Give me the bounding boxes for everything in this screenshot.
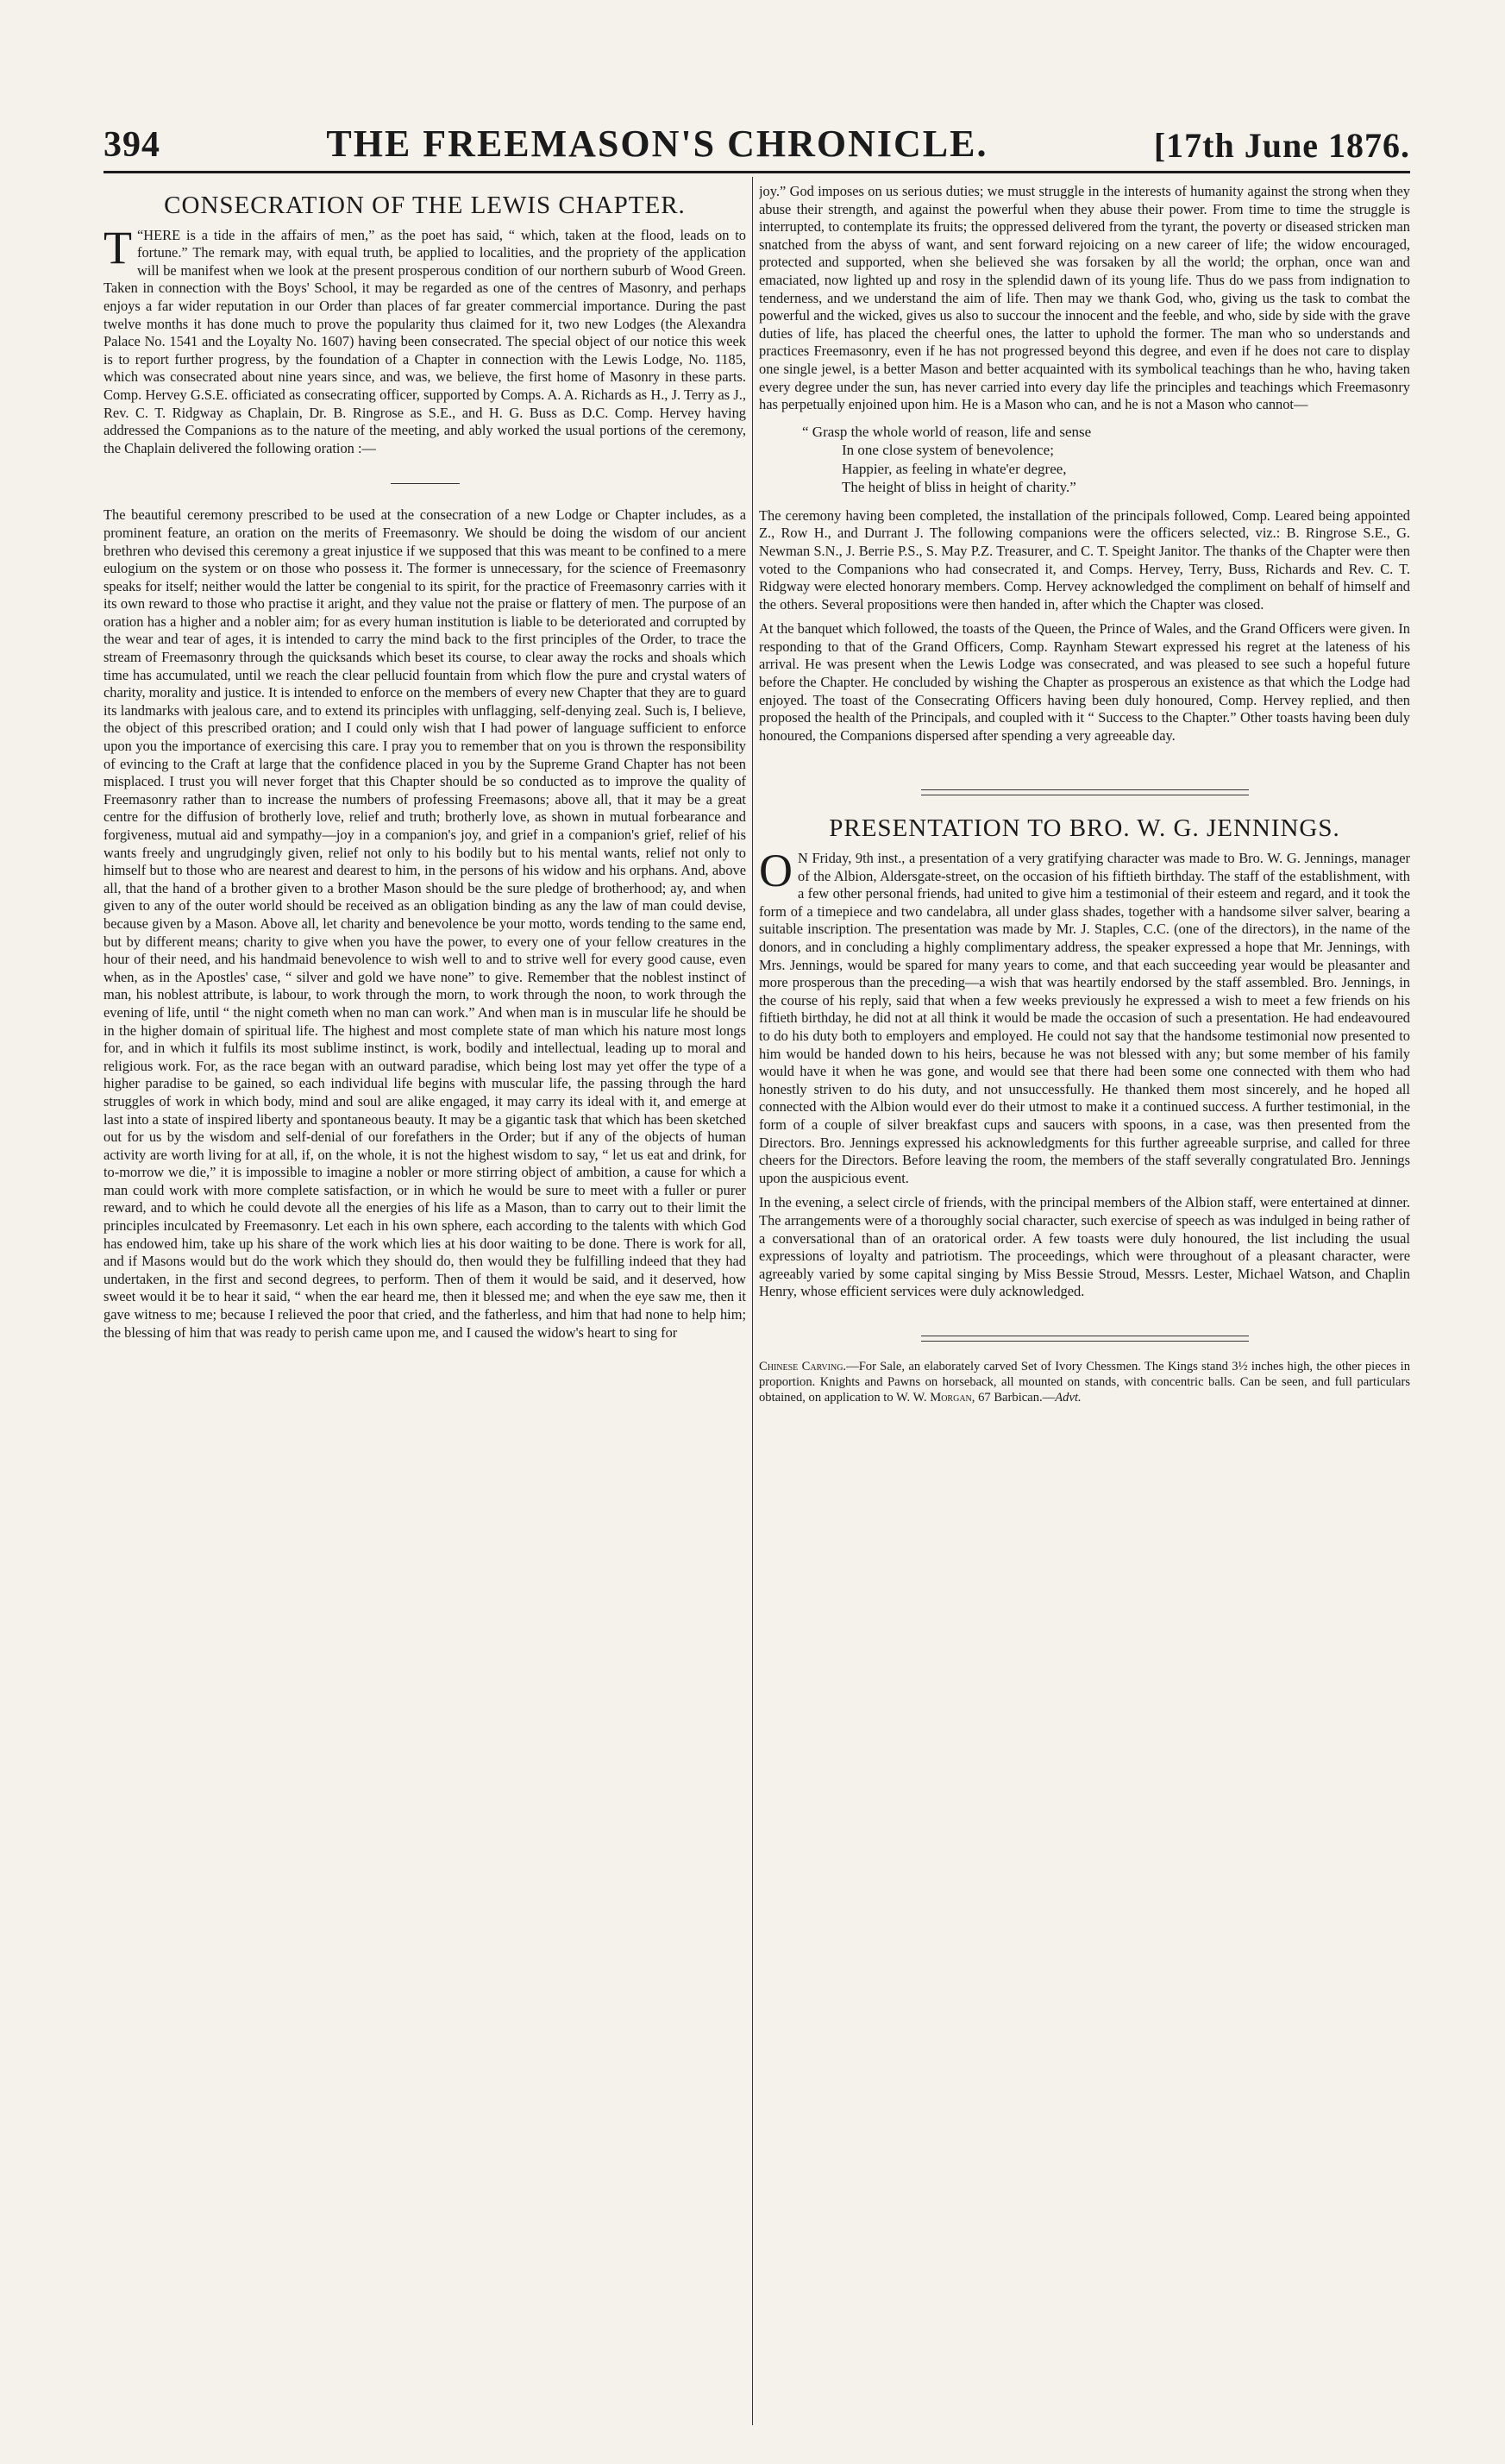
page-number: 394 xyxy=(103,125,160,165)
verse-line: “ Grasp the whole world of reason, life and sense xyxy=(802,423,1092,440)
article-paragraph xyxy=(103,221,746,458)
advert-text: —For Sale, an elaborately carved Set of Ivory Chessmen. The Kings stand 3½ inches high, the other pieces in proportion. Knights and Pawns on horseback, all mounted on stands, with concentric balls. Can be seen, and full particulars obtained, on application to W. W. xyxy=(759,1359,1410,1405)
verse-quotation xyxy=(802,423,1410,497)
article-paragraph: In the evening, a select circle of friends, with the principal members of the Albion staff, were entertained at dinner. The arrangements were of a thoroughly social character, such exercise of speech as was indulged in being rather of a conversational than of an oratorical order. A few toasts were duly honoured, the list including the usual expressions of loyalty and patriotism. The proceedings, which were throughout of a pleasant character, were agreeably varied by some capital singing by Miss Bessie Stroud, Messrs. Lester, Michael Watson, and Chaplin Henry, whose efficient services were duly acknowledged. xyxy=(759,1194,1410,1300)
article-paragraph xyxy=(759,845,1410,1187)
section-divider xyxy=(921,789,1249,795)
drop-cap: T xyxy=(103,221,132,273)
article-paragraph: The ceremony having been completed, the installation of the principals followed, Comp. Leared being appointed Z., Row H., and Durrant J. The following companions were the officers selected, viz.: B. Ringrose S.E., G. Newman S.N., J. Berrie P.S., S. May P.Z. Treasurer, and C. T. Speight Janitor. The thanks of the Chapter were then voted to the Companions who had consecrated it, and Comps. Hervey, Terry, Buss, Richards and Rev. C. T. Ridgway were elected honorary members. Comp. Hervey acknowledged the compliment on behalf of himself and the others. Several propositions were then handed in, after which the Chapter was closed. xyxy=(759,506,1410,613)
advert-name: Morgan xyxy=(930,1390,972,1405)
column-divider xyxy=(752,177,753,2425)
advert-tag: Advt. xyxy=(1055,1390,1082,1405)
paragraph-text: HERE is a tide in the affairs of men,” as the poet has said, “ which, taken at the flood, leads on to fortune.” The remark may, with equal truth, be applied to localities, and the propriety of the application will be manifest when we look at the present prosperous condition of our northern suburb of Wood Green. Taken in connection with the Boys' School, it may be regarded as one of the centres of Masonry, and perhaps enjoys a far wider reputation in our Order than places of far greater commercial importance. During the past twelve months it has done much to prove the popularity thus claimed for it, two new Lodges (the Alexandra Palace No. 1541 and the Loyalty No. 1607) having been consecrated. The special object of our notice this week is to report further progress, by the foundation of a Chapter in connection with the Lewis Lodge, No. 1185, which was consecrated about nine years since, and was, we believe, the first home of Masonry in these parts. Comp. Hervey G.S.E. officiated as consecrating officer, supported by Comps. A. A. Richards as H., J. Terry as J., Rev. C. T. Ridgway as Chaplain, Dr. B. Ringrose as S.E., and H. G. Buss as D.C. Comp. Hervey having addressed the Companions as to the nature of the meeting, and ably worked the usual portions of the ceremony, the Chaplain delivered the following oration :— xyxy=(103,226,746,456)
newspaper-title: THE FREEMASON'S CHRONICLE. xyxy=(326,123,988,165)
drop-cap: O xyxy=(759,845,793,897)
article-headline-jennings: PRESENTATION TO BRO. W. G. JENNINGS. xyxy=(829,814,1340,843)
masthead xyxy=(103,105,1410,173)
opening-quote: “ xyxy=(137,226,144,243)
verse-line: Happier, as feeling in whate'er degree, xyxy=(842,460,1067,477)
right-column xyxy=(759,183,1410,2429)
article-headline-lewis-chapter: CONSECRATION OF THE LEWIS CHAPTER. xyxy=(164,192,686,219)
verse-line: In one close system of benevolence; xyxy=(842,442,1054,459)
verse-line: The height of bliss in height of charity.” xyxy=(842,479,1076,496)
issue-date: [17th June 1876. xyxy=(1153,126,1410,165)
advert-tail: , 67 Barbican.— xyxy=(971,1390,1056,1405)
article-paragraph: The beautiful ceremony prescribed to be used at the consecration of a new Lodge or Chapter includes, as a prominent feature, an oration on the merits of Freemasonry. We should be doing the wisdom of our ancient brethren who devised this ceremony a great injustice if we supposed that this was meant to be confined to a mere eulogium on the system or on those who possess it. The former is unnecessary, for the science of Freemasonry speaks for itself; neither would the latter be congenial to its spirit, for the practice of Freemasonry carries with it its own reward to those who practise it aright, and they value not the praise or flattery of men. The purpose of an oration has a higher and a nobler aim; for as every human institution is liable to be deteriorated and corrupted by the wear and tear of ages, it is intended to carry the mind back to the first principles of the Order, to trace the stream of Freemasonry through the quicksands which beset its course, to clear away the rocks and shoals which time has accumulated, until we reach the clear pellucid fountain from which flow the pure and crystal waters of charity, morality and justice. It is intended to enforce on the members of every new Chapter that they are to guard its landmarks with jealous care, and to extend its principles with unflagging, self-denying zeal. Such is, I believe, the object of this prescribed oration; and I could only wish that I had power of language sufficient to enforce upon you the importance of exercising this care. I pray you to remember that on you is thrown the responsibility of evincing to the Craft at large that the confidence placed in you by the Supreme Grand Chapter has not been misplaced. I trust you will never forget that this Chapter should be so conducted as to improve the quality of Freemasonry rather than to increase the numbers of professing Freemasons; above all, that it may be a great centre for the diffusion of brotherly love, relief and truth; brotherly love, as shown in mutual forbearance and forgiveness, mutual aid and sympathy—joy in a companion's joy, and grief in a companion's grief, relief of his wants freely and ungrudgingly given, relief not only to his bodily but to his mental wants, relief not only to himself but to those who are nearest and dearest to him, in the persons of his widow and his orphans. And, above all, that the hand of a brother given to a brother Mason should be the sure pledge of brotherhood; ay, and when given to any of the outer world should be received as an obligation binding as any the law of man could devise, because given by a Mason. Above all, let charity and benevolence be your motto, words tending to the same end, but by different means; charity to give when you have the power, to every one of your fellow creatures in the hour of their need, and his handmaid benevolence to wish well to and to strive well for every good cause, even when, as in the Apostles' case, “ silver and gold we have none” to give. Remember that the noblest instinct of man, his noblest attribute, is labour, to work through the morn, to work through the noon, to work through the evening of life, until “ the night cometh when no man can work.” And when man is in muscular life he should be in the higher domain of spiritual life. The highest and most complete state of man which his nature most longs for, and in which it fulfils its most sublime instinct, is work, bodily and intellectual, leading up to moral and religious work. For, as the race began with an outward paradise, which being lost may yet offer the type of a higher paradise to be gained, so each individual life begins with muscular life, the passing through the hard struggles of work in which body, mind and soul are alike engaged, it may carry its ideal with it, and emerge at last into a state of inspired liberty and spontaneous beauty. It may be a gigantic task that which has been sketched out for us by the wisdom and self-denial of our forefathers in the Order; but if any of the objects of human activity are worth living for at all, if, on the whole, it is not the highest wisdom to say, “ let us eat and drink, for to-morrow we die,” it is impossible to imagine a nobler or more stirring object of ambition, a cause for which a man could work with more complete satisfaction, or in which he would be sure to meet with a fuller or purer reward, and to which he could devote all the energies of his life as a Mason, than to carry out to their limit the principles inculcated by Freemasonry. Let each in his own sphere, each according to the talents with which God has endowed him, take up his share of the work which lies at his door waiting to be done. There is work for all, and if Masons would but do the work which they should do, then would they be fulfilling indeed that they had undertaken, in the first and second degrees, to perform. Then of them it would be said, and it deserved, how sweet would it be to hear it said, “ when the ear heard me, then it blessed me; and when the eye saw me, then it gave witness to me; because I relieved the poor that cried, and the fatherless, and him that had none to help him; the blessing of him that was ready to perish came upon me, and I caused the widow's heart to sing for xyxy=(103,506,746,1341)
short-rule xyxy=(391,483,460,484)
paragraph-text: N Friday, 9th inst., a presentation of a very gratifying character was made to Bro. W. G. Jennings, manager of the Albion, Aldersgate-street, on the occasion of his fiftieth birthday. The staff of the establishment, with a few other personal friends, had united to give him a testimonial of their esteem and regard, and it took the form of a timepiece and two candelabra, all under glass shades, together with a handsome silver salver, bearing a suitable inscription. The presentation was made by Mr. J. Staples, C.C. (one of the directors), in the name of the donors, and in concluding a highly complimentary address, the speaker expressed a hope that Mr. Jennings, with Mrs. Jennings, would be spared for many years to come, and that each succeeding year would be pleasanter and more prosperous than the preceding—a wish that was heartily endorsed by the staff assembled. Bro. Jennings, in the course of his reply, said that when a few weeks previously he expressed a wish to meet a few friends on his fiftieth birthday, he did not at all think it would be made the occasion of such a presentation. He had endeavoured to do his duty both to employers and employed. He could not say that the handsome testimonial now presented to him would be handed down to his heirs, because he was not blessed with any; but some member of his family would have it when he was gone, and would see that there had been some one connected with them who had honestly striven to do his duty, and not unsuccessfully. He thanked them most sincerely, and he hoped all connected with the Albion would ever do their utmost to make it a continued success. A further testimonial, in the form of a couple of silver breakfast cups and saucers with spoons, in a case, was then presented from the Directors. Bro. Jennings expressed his acknowledgments for this further agreeable surprise, and called for three cheers for the Directors. Before leaving the room, the members of the staff severally congratulated Bro. Jennings upon the auspicious event. xyxy=(759,850,1410,1186)
article-paragraph: joy.” God imposes on us serious duties; we must struggle in the interests of humanity against the strong when they abuse their strength, and against the powerful when they abuse their power. From time to time the struggle is interrupted, to contemplate its fruits; the oppressed delivered from the tyrant, the poverty or diseased stricken man snatched from the abyss of want, and sent forward rejoicing on a new career of life; the widow encouraged, protected and supported, when she believed she was forsaken by all the world; the orphan, once wan and emaciated, now lighted up and rosy in the splendid dawn of its young life. Thus do we pass from indignation to tenderness, and we understand the aim of life. Then may we thank God, who, giving us the task to combat the powerful and the wicked, gives us also to succour the innocent and the feeble, and who, side by side with the grave duties of life, has placed the cheerful ones, the latter to uphold the former. The man who so understands and practices Freemasonry, even if he has not progressed beyond this degree, and even if he does not care to display one single jewel, is a better Mason and better acquainted with its symbolical teachings than he who, having taken every degree under the sun, has never carried into every day life the principles and teachings which Freemasonry has perpetually enjoined upon him. He is a Mason who can, and he is not a Mason who cannot— xyxy=(759,183,1410,413)
left-column xyxy=(103,183,746,2429)
section-divider xyxy=(921,1336,1249,1342)
article-paragraph: At the banquet which followed, the toasts of the Queen, the Prince of Wales, and the Grand Officers were given. In responding to that of the Grand Officers, Comp. Raynham Stewart expressed his regret at the lateness of his arrival. He was present when the Lewis Lodge was consecrated, and was pleased to see such a hopeful future before the Chapter. He concluded by wishing the Chapter as prosperous an existence as that which the Lodge had enjoyed. The toast of the Consecrating Officers having been duly honoured, Comp. Hervey replied, and then proposed the health of the Principals, and coupled with it “ Success to the Chapter.” Other toasts having been duly honoured, the Companions dispersed after spending a very agreeable day. xyxy=(759,620,1410,744)
advert-lead: Chinese Carving. xyxy=(759,1359,847,1373)
advertisement xyxy=(759,1359,1410,1405)
